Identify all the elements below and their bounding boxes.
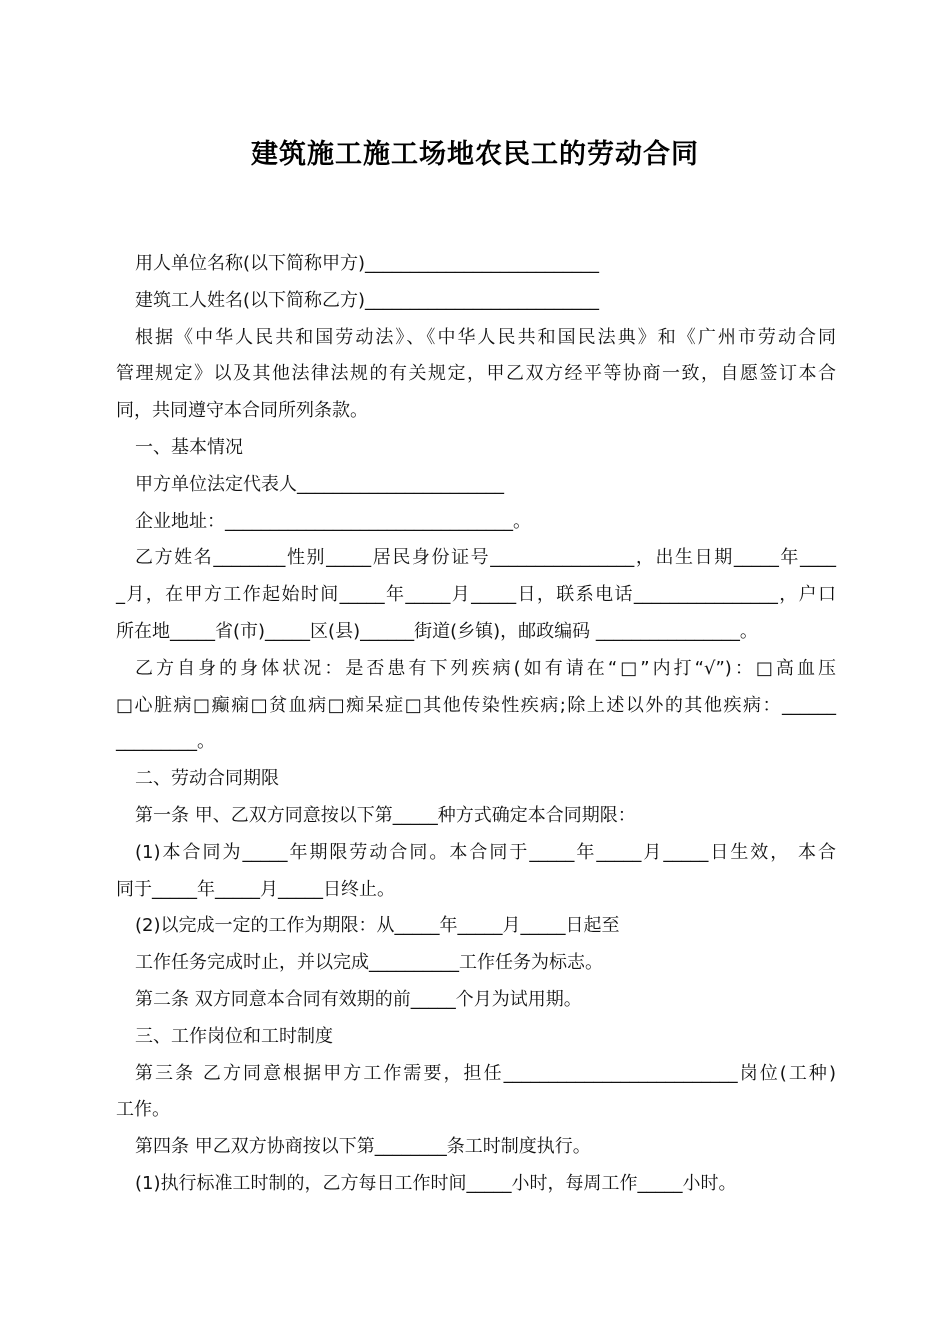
worker-name-line: 建筑工人姓名(以下简称乙方)__________________________ <box>135 289 600 311</box>
preamble-line-1: 根据《中华人民共和国劳动法》、《中华人民共和国民法典》和《广州市劳动合同 <box>135 326 836 348</box>
term-option-2-line-2: 工作任务完成时止，并以完成__________工作任务为标志。 <box>135 952 603 974</box>
term-option-2-line-1: (2)以完成一定的工作为期限：从_____年_____月_____日起至 <box>135 915 620 937</box>
health-status-line-2: □心脏病□癫痫□贫血病□痴呆症□其他传染性疾病;除上述以外的其他疾病：______ <box>116 694 836 716</box>
term-option-1-line-1: (1)本合同为_____年期限劳动合同。本合同于_____年_____月_____日生效， 本合 <box>135 841 836 863</box>
document-body <box>116 246 836 1203</box>
preamble-line-2: 管理规定》以及其他法律法规的有关规定，甲乙双方经平等协商一致，自愿签订本合 <box>116 363 836 385</box>
document-title: 建筑施工施工场地农民工的劳动合同 <box>251 139 699 170</box>
employer-name-line: 用人单位名称(以下简称甲方)__________________________ <box>135 253 600 274</box>
term-option-1-line-2: 同于_____年_____月_____日终止。 <box>116 878 395 900</box>
health-status-line-1: 乙方自身的身体状况：是否患有下列疾病(如有请在“□”内打“√”)：□高血压 <box>135 657 836 679</box>
section-heading-job-hours: 三、工作岗位和工时制度 <box>135 1025 333 1047</box>
article-1-line: 第一条 甲、乙双方同意按以下第_____种方式确定本合同期限： <box>135 804 636 826</box>
section-heading-basic-info: 一、基本情况 <box>135 436 243 458</box>
standard-hours-line: (1)执行标准工时制的，乙方每日工作时间_____小时，每周工作_____小时。 <box>135 1172 737 1194</box>
preamble-line-3: 同，共同遵守本合同所列条款。 <box>116 400 368 422</box>
health-status-line-3: _________。 <box>116 731 215 753</box>
article-2-line: 第二条 双方同意本合同有效期的前_____个月为试用期。 <box>135 988 582 1010</box>
article-3-line-1: 第三条 乙方同意根据甲方工作需要，担任__________________________岗位(工种) <box>135 1062 836 1084</box>
company-address-line: 企业地址：________________________________。 <box>135 510 531 532</box>
worker-info-line-1: 乙方姓名________性别_____居民身份证号________________，出生日期_____年____ <box>135 547 836 569</box>
worker-info-line-2: _月，在甲方工作起始时间_____年_____月_____日，联系电话________________，户口 <box>116 584 836 606</box>
article-4-line: 第四条 甲乙双方协商按以下第________条工时制度执行。 <box>135 1136 591 1158</box>
section-heading-contract-term: 二、劳动合同期限 <box>135 768 279 790</box>
article-3-line-2: 工作。 <box>116 1099 170 1121</box>
worker-info-line-3: 所在地_____省(市)_____区(县)______街道(乡镇)，邮政编码 ________________。 <box>116 620 758 642</box>
legal-representative-line: 甲方单位法定代表人_______________________ <box>135 473 504 495</box>
